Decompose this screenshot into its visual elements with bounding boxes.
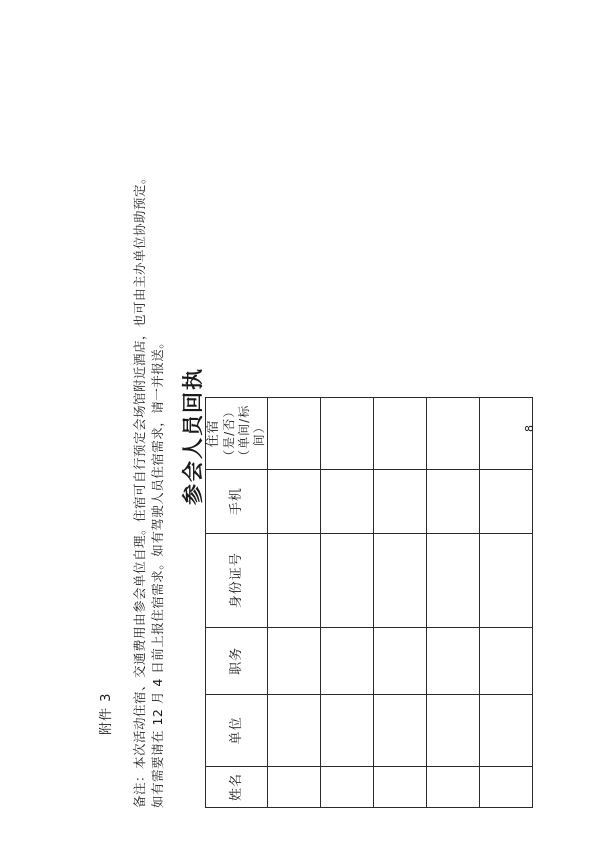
cell-name[interactable]	[321, 766, 374, 807]
column-header-id-number	[206, 533, 268, 627]
attachment-label: 附件 3	[99, 692, 114, 735]
column-header-phone-text: 手机	[228, 487, 244, 516]
cell-position[interactable]	[321, 627, 374, 694]
note-line-2: 如有需要请在 12 月 4 日前上报住宿需求。如有驾驶人员住宿需求，请一并报送。	[150, 335, 165, 808]
cell-position[interactable]	[268, 627, 321, 694]
table-row	[374, 398, 427, 808]
table-row	[321, 398, 374, 808]
column-header-lodging-text: 住宿	[206, 419, 221, 448]
cell-id-number[interactable]	[480, 533, 533, 627]
page-title: 参会人员回执	[181, 367, 205, 505]
cell-phone[interactable]	[321, 469, 374, 533]
cell-unit[interactable]	[374, 694, 427, 766]
table-header-row	[206, 398, 268, 808]
cell-lodging[interactable]	[268, 398, 321, 470]
table-row	[480, 398, 533, 808]
cell-unit[interactable]	[268, 694, 321, 766]
cell-name[interactable]	[480, 766, 533, 807]
cell-lodging[interactable]	[321, 398, 374, 470]
cell-id-number[interactable]	[321, 533, 374, 627]
cell-id-number[interactable]	[427, 533, 480, 627]
column-header-lodging	[206, 398, 268, 470]
cell-phone[interactable]	[374, 469, 427, 533]
column-header-unit-text: 单位	[228, 716, 244, 745]
table-row	[427, 398, 480, 808]
cell-id-number[interactable]	[268, 533, 321, 627]
cell-name[interactable]	[427, 766, 480, 807]
receipt-table	[205, 397, 533, 808]
cell-unit[interactable]	[321, 694, 374, 766]
column-header-id-number-text: 身份证号	[228, 552, 244, 609]
cell-position[interactable]	[480, 627, 533, 694]
cell-position[interactable]	[374, 627, 427, 694]
table-body	[268, 398, 533, 808]
column-header-position	[206, 627, 268, 694]
cell-unit[interactable]	[480, 694, 533, 766]
cell-phone[interactable]	[480, 469, 533, 533]
cell-lodging[interactable]	[427, 398, 480, 470]
column-header-lodging-sub1: （是/否）	[222, 404, 237, 462]
cell-unit[interactable]	[427, 694, 480, 766]
cell-position[interactable]	[427, 627, 480, 694]
cell-name[interactable]	[268, 766, 321, 807]
column-header-name	[206, 766, 268, 807]
cell-lodging[interactable]	[374, 398, 427, 470]
column-header-position-text: 职务	[228, 646, 244, 675]
cell-name[interactable]	[374, 766, 427, 807]
page-number: 8	[523, 425, 536, 432]
cell-lodging[interactable]	[480, 398, 533, 470]
cell-phone[interactable]	[427, 469, 480, 533]
receipt-table-container	[205, 397, 533, 808]
column-header-name-text: 姓名	[228, 772, 244, 801]
table-row	[268, 398, 321, 808]
cell-phone[interactable]	[268, 469, 321, 533]
cell-id-number[interactable]	[374, 533, 427, 627]
note-line-1: 备注：本次活动住宿、交通费用由参会单位自理。住宿可自行预定会场馆附近酒店，也可由主办单位协助预定。	[132, 170, 147, 808]
column-header-phone	[206, 469, 268, 533]
column-header-lodging-sub2: （单间/标间）	[237, 404, 267, 462]
table-header	[206, 398, 268, 808]
column-header-unit	[206, 694, 268, 766]
